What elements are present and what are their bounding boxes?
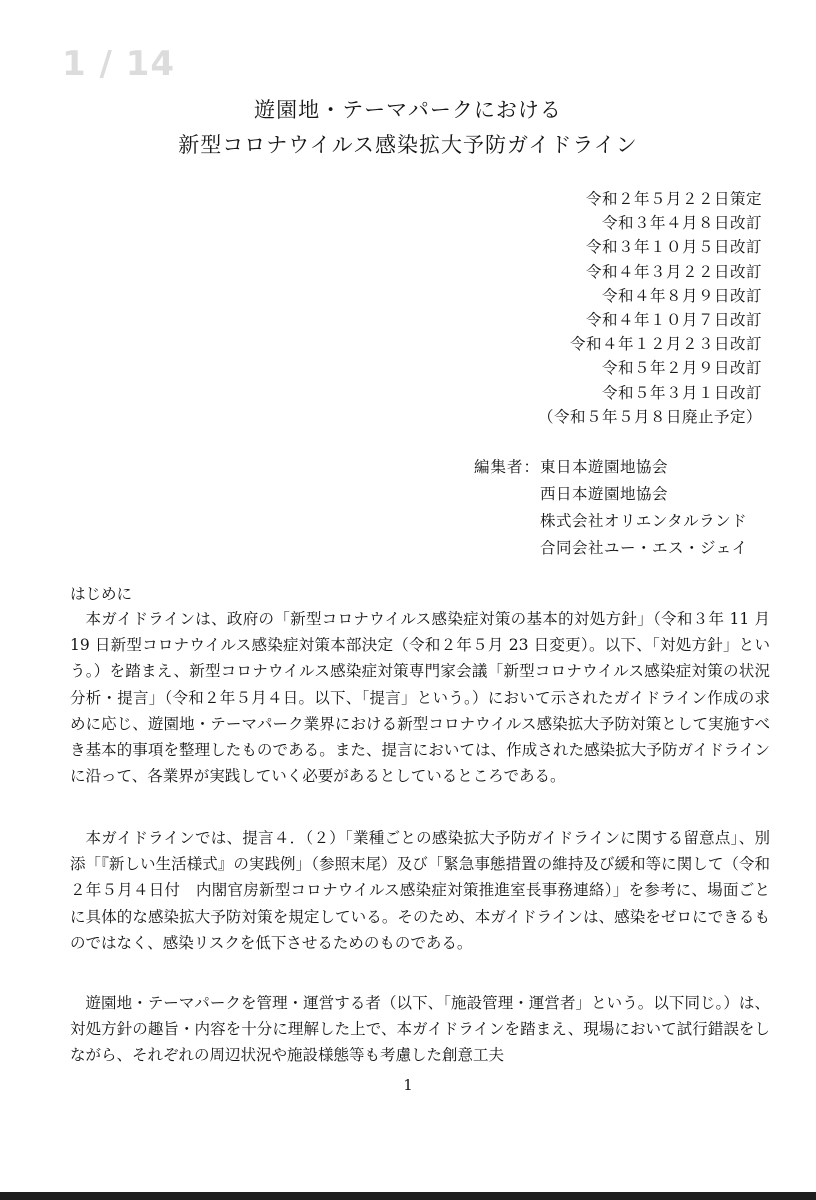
revision-history	[538, 187, 762, 429]
revision-date: 令和３年４月８日改訂	[601, 214, 762, 233]
revision-date: 令和５年３月１日改訂	[601, 383, 762, 402]
body-paragraph: 本ガイドラインは、政府の「新型コロナウイルス感染症対策の基本的対処方針」（令和３年 11 月 19 日新型コロナウイルス感染症対策本部決定（令和２年５月 23 日変更）。以下、「対処方針」という。）を踏まえ、新型コロナウイルス感染症対策専門家会議「新型コロナウイルス感染症対策の状況分析・提言」（令和２年５月４日。以下、「提言」という。）において示されたガイドライン作成の求めに応じ、遊園地・テーマパーク業界における新型コロナウイルス感染拡大予防対策として実施すべき基本的事項を整理したものである。また、提言においては、作成された感染拡大予防ガイドラインに沿って、各業界が実践していく必要があるとしているところである。	[70, 610, 770, 786]
revision-date: 令和４年３月２２日改訂	[585, 262, 762, 281]
body-paragraph: 本ガイドラインでは、提言４．（２）「業種ごとの感染拡大予防ガイドラインに関する留意点」、別添「『新しい生活様式』の実践例」（参照末尾）及び「緊急事態措置の維持及び緩和等に関して（令和２年５月４日付 内閣官房新型コロナウイルス感染症対策推進室長事務連絡）」を参考に、場面ごとに具体的な感染拡大予防対策を規定している。そのため、本ガイドラインは、感染をゼロにできるものではなく、感染リスクを低下させるためのものである。	[70, 829, 770, 952]
page-indicator: 1 / 14	[62, 44, 176, 84]
revision-date: 令和２年５月２２日策定	[585, 190, 762, 208]
bottom-bar	[0, 1192, 816, 1200]
revision-date: 令和３年１０月５日改訂	[585, 238, 762, 257]
editor-name: 合同会社ユー・エス・ジェイ	[540, 539, 748, 557]
document-title-line-1: 遊園地・テーマパークにおける	[254, 98, 562, 122]
abolition-note: （令和５年５月８日廃止予定）	[537, 407, 762, 426]
editor-name: 西日本遊園地協会	[540, 485, 669, 503]
page-number: 1	[403, 1076, 413, 1094]
editor-name: 東日本遊園地協会	[540, 458, 669, 476]
revision-date: 令和４年１２月２３日改訂	[569, 335, 762, 354]
editor-name: 株式会社オリエンタルランド	[540, 512, 748, 530]
revision-date: 令和４年１０月７日改訂	[585, 311, 762, 330]
document-title-line-2: 新型コロナウイルス感染拡大予防ガイドライン	[178, 133, 638, 157]
revision-date: 令和５年２月９日改訂	[601, 359, 762, 378]
editors-label: 編集者：	[474, 458, 541, 476]
body-paragraph: 遊園地・テーマパークを管理・運営する者（以下、「施設管理・運営者」という。以下同じ。）は、対処方針の趣旨・内容を十分に理解した上で、本ガイドラインを踏まえ、現場において試行錯誤をしながら、それぞれの周辺状況や施設様態等も考慮した創意工夫	[70, 994, 770, 1065]
editors-block	[474, 454, 748, 562]
revision-date: 令和４年８月９日改訂	[601, 286, 762, 305]
intro-heading: はじめに	[70, 585, 133, 603]
